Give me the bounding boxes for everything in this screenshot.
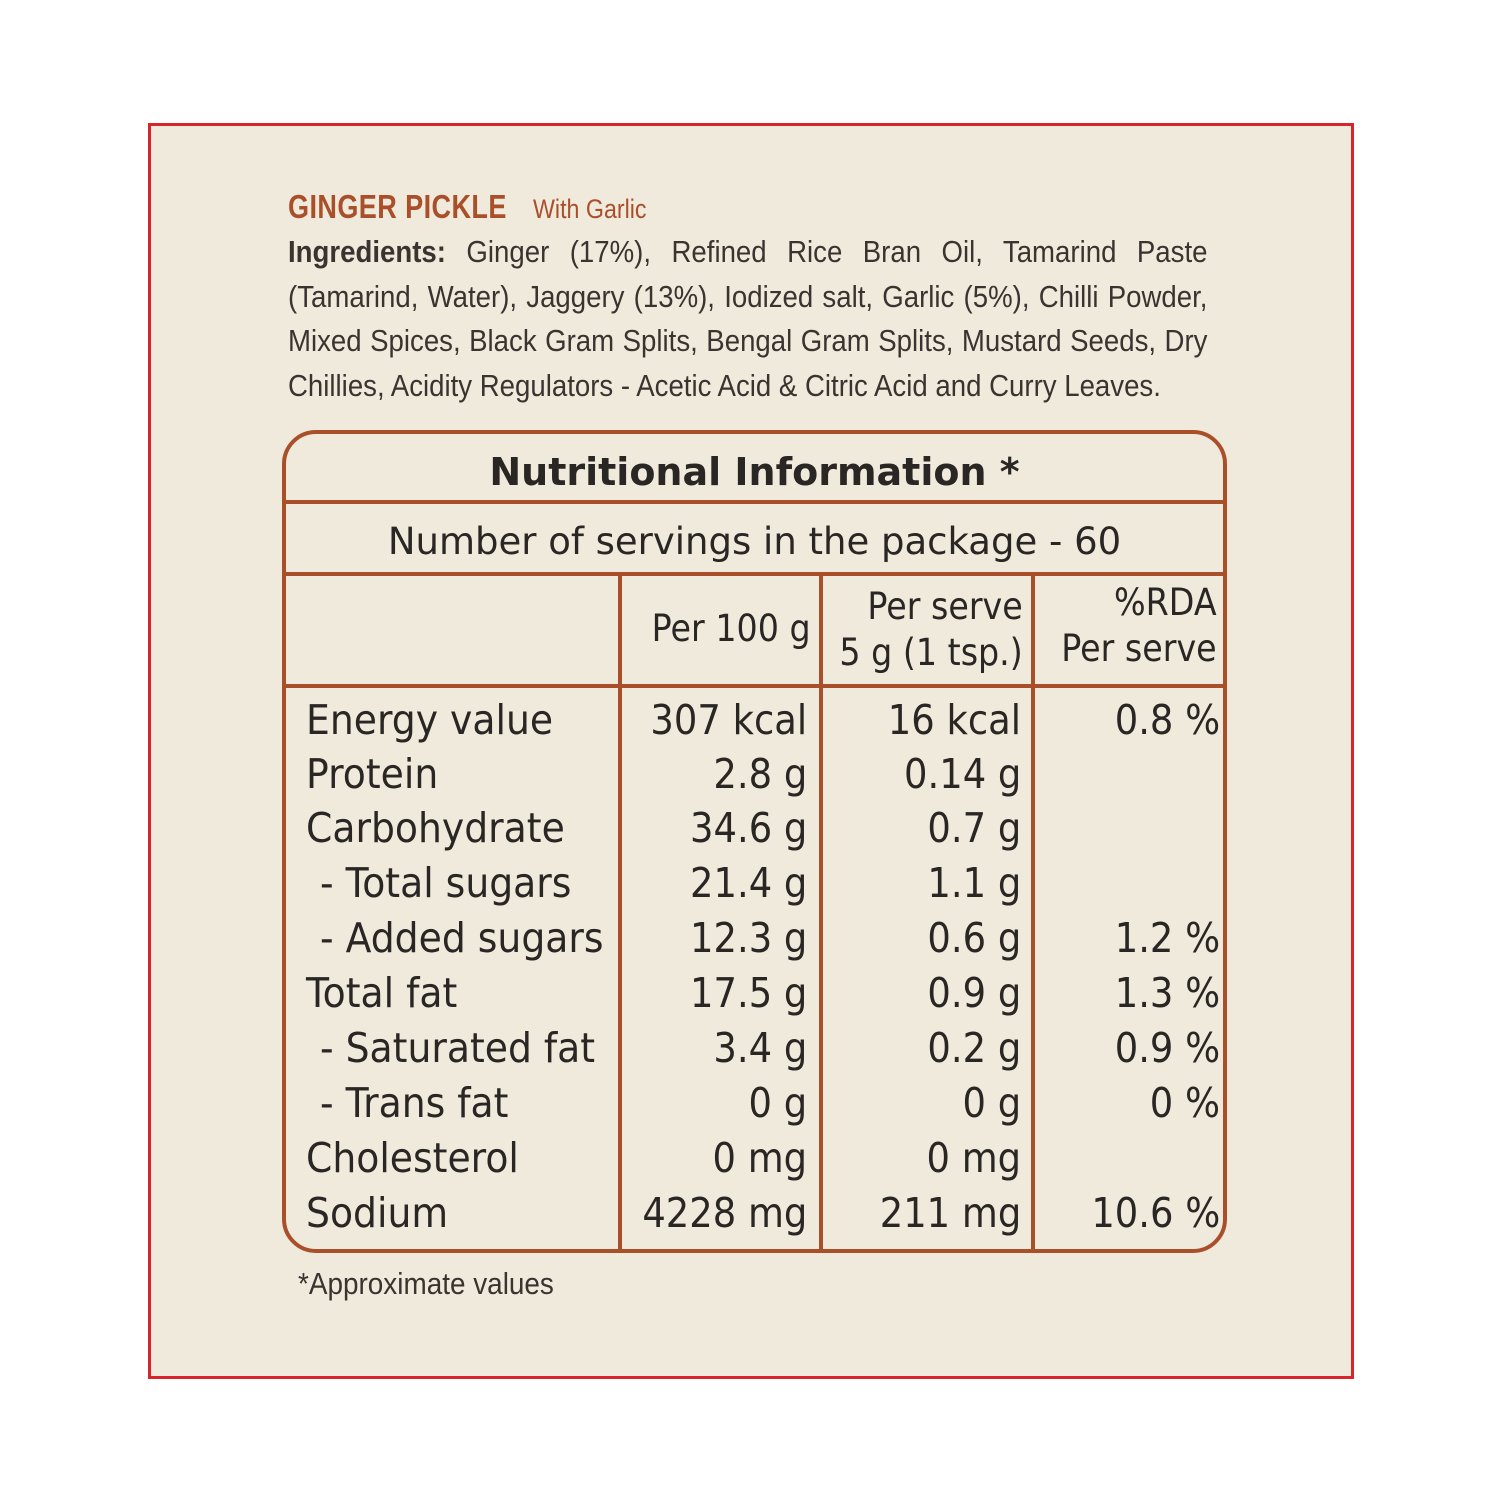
nutrient-name: Sodium: [306, 1189, 449, 1237]
nutrient-row: [286, 1189, 1223, 1244]
nutrient-rda: 1.2 %: [1114, 914, 1220, 962]
col-header-per-serve-line1: Per serve: [867, 585, 1023, 628]
nutrient-per-serve: 0 g: [962, 1079, 1021, 1127]
nutrient-row: [286, 750, 1223, 805]
nutrient-per100: 17.5 g: [689, 969, 807, 1017]
servings-divider: [286, 572, 1223, 576]
col-header-per100-text: Per 100 g: [652, 607, 811, 650]
nutrition-table: [282, 430, 1227, 1253]
servings-count: Number of servings in the package - 60: [387, 520, 1122, 563]
ingredients-paragraph: [288, 230, 1207, 408]
ingredients-label: Ingredients:: [288, 235, 446, 269]
nutrient-per100: 2.8 g: [713, 750, 807, 798]
nutrient-per100: 21.4 g: [689, 859, 807, 907]
nutrient-name: Cholesterol: [306, 1134, 519, 1182]
product-name: GINGER PICKLE: [288, 188, 507, 225]
nutrient-per100: 307 kcal: [650, 696, 807, 744]
nutrition-title: Nutritional Information *: [489, 450, 1020, 494]
nutrient-row: [286, 1024, 1223, 1079]
nutrient-rda: 1.3 %: [1114, 969, 1220, 1017]
nutrient-name: - Saturated fat: [320, 1024, 596, 1072]
nutrient-per100: 4228 mg: [641, 1189, 807, 1237]
nutrient-name: Energy value: [306, 696, 554, 744]
nutrient-row: [286, 914, 1223, 969]
nutrient-rda: 0.8 %: [1114, 696, 1220, 744]
nutrient-rda: 10.6 %: [1091, 1189, 1220, 1237]
ingredients-text: Ginger (17%), Refined Rice Bran Oil, Tamarind Paste (Tamarind, Water), Jaggery (13%), Iodized salt, Garlic (5%), Chilli Powder, Mixed Spices, Black Gram Splits, Bengal Gram Splits, Mustard Seeds, Dry Chillies, Acidity Regulators - Acetic Acid & Citric Acid and Curry Leaves.: [288, 235, 1208, 403]
nutrient-per100: 0 mg: [712, 1134, 807, 1182]
nutrient-per100: 0 g: [748, 1079, 807, 1127]
nutrient-per100: 3.4 g: [713, 1024, 807, 1072]
nutrient-per-serve: 211 mg: [879, 1189, 1021, 1237]
nutrient-rda: 0 %: [1149, 1079, 1220, 1127]
nutrient-per-serve: 0.2 g: [927, 1024, 1021, 1072]
nutrient-name: - Trans fat: [320, 1079, 509, 1127]
nutrient-per100: 34.6 g: [689, 804, 807, 852]
nutrient-per100: 12.3 g: [689, 914, 807, 962]
nutrient-per-serve: 0.7 g: [927, 804, 1021, 852]
nutrient-name: Carbohydrate: [306, 804, 565, 852]
col-header-rda-line1: %RDA: [1114, 581, 1217, 624]
nutrient-per-serve: 0.14 g: [903, 750, 1021, 798]
nutrient-row: [286, 969, 1223, 1024]
nutrient-name: - Added sugars: [320, 914, 604, 962]
col-header-per100: [652, 606, 811, 652]
nutrient-per-serve: 16 kcal: [887, 696, 1021, 744]
nutrient-row: [286, 696, 1223, 751]
nutrient-name: - Total sugars: [320, 859, 572, 907]
product-header: [288, 188, 665, 226]
nutrient-row: [286, 859, 1223, 914]
nutrient-row: [286, 1134, 1223, 1189]
nutrient-per-serve: 0.9 g: [927, 969, 1021, 1017]
nutrient-per-serve: 0 mg: [926, 1134, 1021, 1182]
header-divider: [286, 684, 1223, 688]
nutrient-name: Protein: [306, 750, 439, 798]
nutrient-rda: 0.9 %: [1114, 1024, 1220, 1072]
product-variant: With Garlic: [533, 194, 647, 224]
nutrient-per-serve: 1.1 g: [927, 859, 1021, 907]
nutrient-name: Total fat: [306, 969, 458, 1017]
nutrient-row: [286, 804, 1223, 859]
col-header-rda-line2: Per serve: [1061, 627, 1217, 670]
col-header-per-serve-line2: 5 g (1 tsp.): [839, 631, 1023, 674]
footnote: *Approximate values: [298, 1266, 554, 1301]
col-header-rda: [1062, 580, 1217, 672]
title-divider: [286, 500, 1223, 504]
nutrient-per-serve: 0.6 g: [927, 914, 1021, 962]
nutrient-row: [286, 1079, 1223, 1134]
col-header-per-serve: [840, 584, 1023, 676]
